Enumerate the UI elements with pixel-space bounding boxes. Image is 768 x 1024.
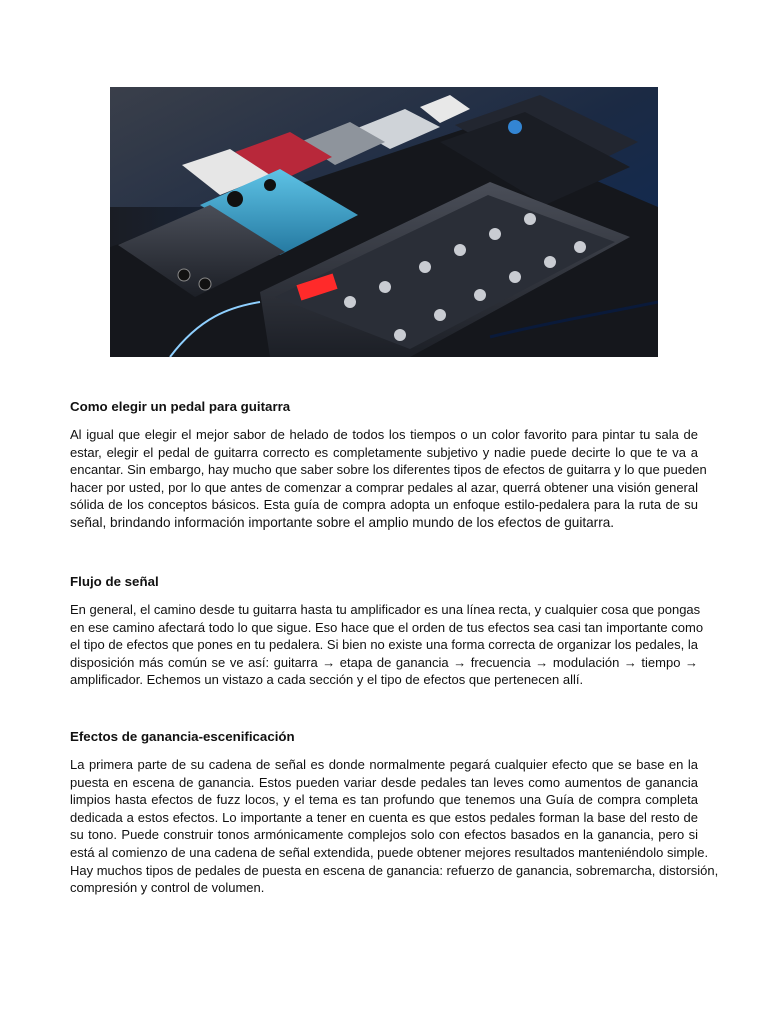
- section-title-flujo-de-senal: Flujo de señal: [70, 574, 159, 589]
- paragraph-line: estar, elegir el pedal de guitarra correcto es completamente subjetivo y nadie puede decirte lo que te va a: [70, 444, 698, 460]
- section-paragraph-como-elegir: [70, 426, 707, 532]
- paragraph-line: señal, brindando información importante sobre el amplio mundo de los efectos de guitarra.: [70, 514, 615, 530]
- paragraph-line: el tipo de efectos que pones en tu pedalera. Si bien no existe una forma correcta de organizar los pedales, la: [70, 637, 698, 653]
- paragraph-line: compresión y control de volumen.: [70, 880, 265, 896]
- paragraph-line: Hay muchos tipos de pedales de puesta en escena de ganancia: refuerzo de ganancia, sobremarcha, distorsión,: [70, 862, 719, 878]
- paragraph-line: amplificador. Echemos un vistazo a cada sección y el tipo de efectos que pertenecen allí.: [70, 672, 584, 688]
- paragraph-line: sólida de los conceptos básicos. Esta guía de compra adopta un enfoque estilo-pedalera para la ruta de su: [70, 497, 698, 513]
- section-title-como-elegir: Como elegir un pedal para guitarra: [70, 399, 291, 414]
- paragraph-line: está al comienzo de una cadena de señal extendida, puede obtener mejores resultados manteniéndolo simple.: [70, 844, 709, 860]
- paragraph-line: hacer por usted, por lo que antes de comenzar a comprar pedales al azar, querrá obtener una visión general: [70, 479, 698, 495]
- section-paragraph-flujo-de-senal: [70, 601, 704, 689]
- paragraph-line: encantar. Sin embargo, hay mucho que saber sobre los diferentes tipos de efectos de guitarra y lo que pueden: [70, 462, 707, 478]
- pedalboard-illustration: [110, 87, 658, 357]
- paragraph-line: puesta en escena de ganancia. Estos pueden variar desde pedales tan leves como aumentos de ganancia: [70, 774, 698, 790]
- paragraph-line: En general, el camino desde tu guitarra hasta tu amplificador es una línea recta, y cualquier cosa que pongas: [70, 602, 701, 617]
- paragraph-line: en ese camino afectará todo lo que sigue. Eso hace que el orden de tus efectos sea casi tan importante como: [70, 619, 704, 635]
- paragraph-line: disposición más común se ve así: guitarra → etapa de ganancia → frecuencia → modulación → tiempo →: [70, 654, 698, 670]
- pedalboard-photo: [110, 87, 658, 357]
- paragraph-line: su tono. Puede construir tonos armónicamente complejos solo con efectos basados en la ganancia, pero si: [70, 827, 698, 843]
- paragraph-line: Al igual que elegir el mejor sabor de helado de todos los tiempos o un color favorito para pintar tu sala de: [70, 427, 698, 442]
- paragraph-line: limpios hasta efectos de fuzz locos, y el tema es tan profundo que tenemos una Guía de compra completa: [70, 792, 698, 808]
- paragraph-line: dedicada a estos efectos. Lo importante a tener en cuenta es que estos pedales forman la base del resto de: [70, 809, 698, 825]
- section-paragraph-efectos-de-ganancia: [70, 756, 719, 897]
- paragraph-line: La primera parte de su cadena de señal es donde normalmente pegará cualquier efecto que se base en la: [70, 757, 698, 772]
- section-title-efectos-de-ganancia: Efectos de ganancia-escenificación: [70, 729, 295, 744]
